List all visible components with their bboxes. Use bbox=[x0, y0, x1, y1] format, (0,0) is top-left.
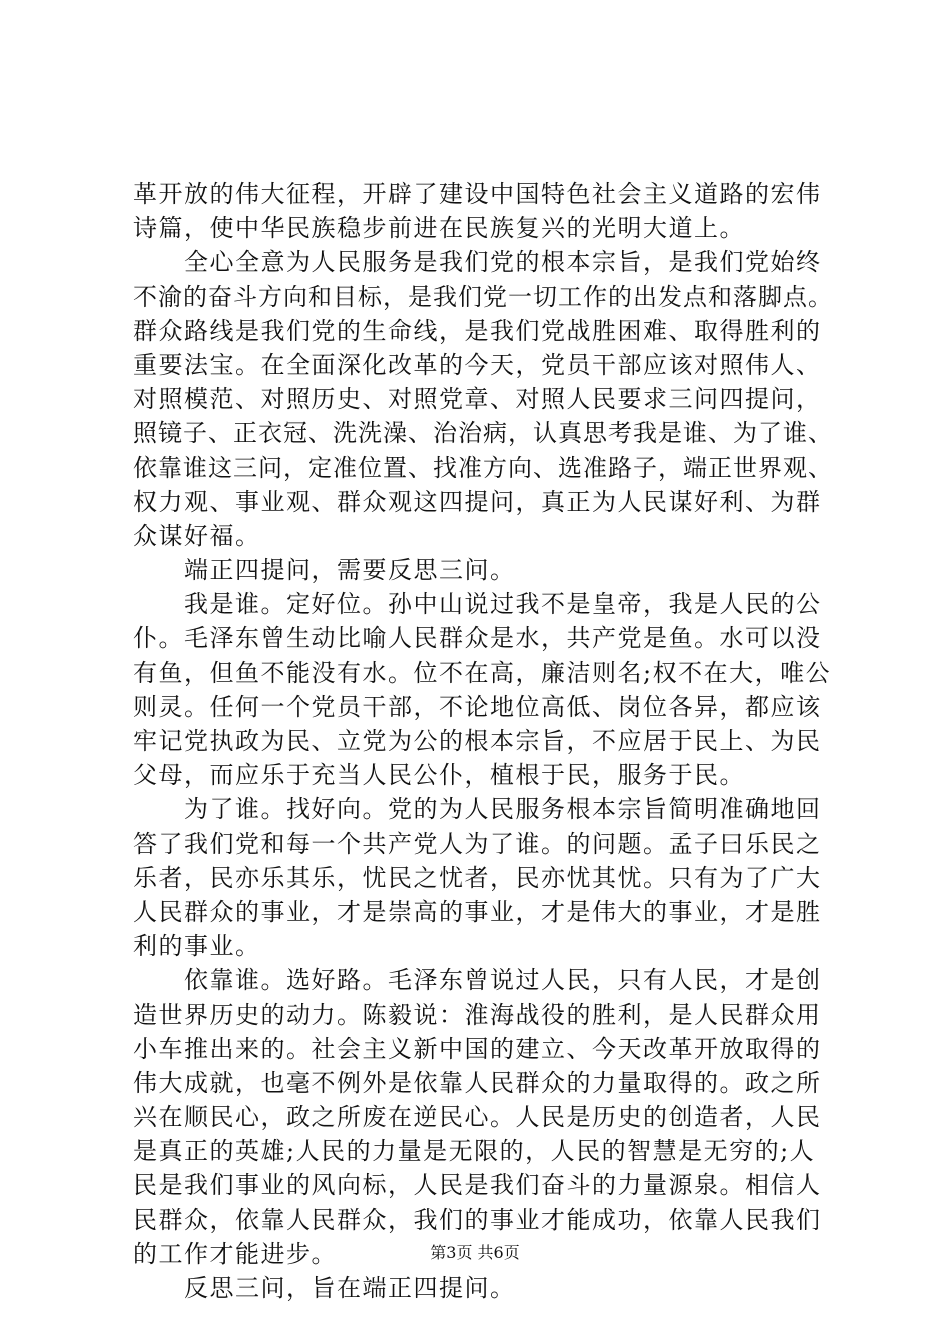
text-line: 答了我们党和每一个共产党人为了谁。的问题。孟子曰乐民之 bbox=[133, 829, 822, 858]
page-footer: 第3页 共6页 bbox=[430, 1243, 520, 1262]
text-line: 为了谁。找好向。党的为人民服务根本宗旨简明准确地回 bbox=[133, 795, 822, 824]
text-line: 革开放的伟大征程，开辟了建设中国特色社会主义道路的宏伟 bbox=[133, 180, 822, 208]
text-line: 照镜子、正衣冠、洗洗澡、治治病，认真思考我是谁、为了谁、 bbox=[133, 419, 833, 448]
text-line: 则灵。任何一个党员干部，不论地位高低、岗位各异，都应该 bbox=[133, 692, 822, 721]
text-line: 诗篇，使中华民族稳步前进在民族复兴的光明大道上。 bbox=[133, 214, 745, 243]
text-line: 全心全意为人民服务是我们党的根本宗旨，是我们党始终 bbox=[133, 248, 822, 277]
text-line: 乐者，民亦乐其乐，忧民之忧者，民亦忧其忧。只有为了广大 bbox=[133, 863, 822, 892]
text-line: 重要法宝。在全面深化改革的今天，党员干部应该对照伟人、 bbox=[133, 350, 822, 379]
text-line: 民是我们事业的风向标，人民是我们奋斗的力量源泉。相信人 bbox=[133, 1171, 822, 1200]
text-line: 的工作才能进步。 bbox=[133, 1239, 337, 1268]
text-line: 小车推出来的。社会主义新中国的建立、今天改革开放取得的 bbox=[133, 1034, 822, 1063]
text-line: 兴在顺民心，政之所废在逆民心。人民是历史的创造者，人民 bbox=[133, 1103, 822, 1132]
text-line: 利的事业。 bbox=[133, 932, 261, 961]
text-line: 权力观、事业观、群众观这四提问，真正为人民谋好利、为群 bbox=[133, 487, 822, 516]
text-line: 造世界历史的动力。陈毅说：淮海战役的胜利，是人民群众用 bbox=[133, 1000, 822, 1029]
text-line: 不渝的奋斗方向和目标，是我们党一切工作的出发点和落脚点。 bbox=[133, 282, 833, 311]
text-line: 端正四提问，需要反思三问。 bbox=[133, 556, 516, 585]
text-line: 众谋好福。 bbox=[133, 521, 261, 550]
text-line: 民群众，依靠人民群众，我们的事业才能成功，依靠人民我们 bbox=[133, 1205, 822, 1234]
text-line: 父母，而应乐于充当人民公仆，植根于民，服务于民。 bbox=[133, 761, 745, 790]
text-line: 群众路线是我们党的生命线，是我们党战胜困难、取得胜利的 bbox=[133, 316, 822, 345]
text-line: 牢记党执政为民、立党为公的根本宗旨，不应居于民上、为民 bbox=[133, 727, 822, 755]
text-line: 是真正的英雄;人民的力量是无限的，人民的智慧是无穷的;人 bbox=[133, 1137, 816, 1166]
text-line: 反思三问，旨在端正四提问。 bbox=[133, 1274, 516, 1302]
text-line: 依靠谁。选好路。毛泽东曾说过人民，只有人民，才是创 bbox=[133, 966, 822, 995]
text-line: 我是谁。定好位。孙中山说过我不是皇帝，我是人民的公 bbox=[133, 590, 822, 619]
text-line: 人民群众的事业，才是崇高的事业，才是伟大的事业，才是胜 bbox=[133, 897, 822, 926]
text-line: 对照模范、对照历史、对照党章、对照人民要求三问四提问， bbox=[133, 385, 822, 414]
text-line: 依靠谁这三问，定准位置、找准方向、选准路子，端正世界观、 bbox=[133, 453, 833, 482]
body-text bbox=[133, 177, 833, 1305]
text-line: 仆。毛泽东曾生动比喻人民群众是水，共产党是鱼。水可以没 bbox=[133, 624, 822, 653]
text-line: 伟大成就，也毫不例外是依靠人民群众的力量取得的。政之所 bbox=[133, 1068, 822, 1097]
text-line: 有鱼，但鱼不能没有水。位不在高，廉洁则名;权不在大，唯公 bbox=[133, 658, 832, 687]
